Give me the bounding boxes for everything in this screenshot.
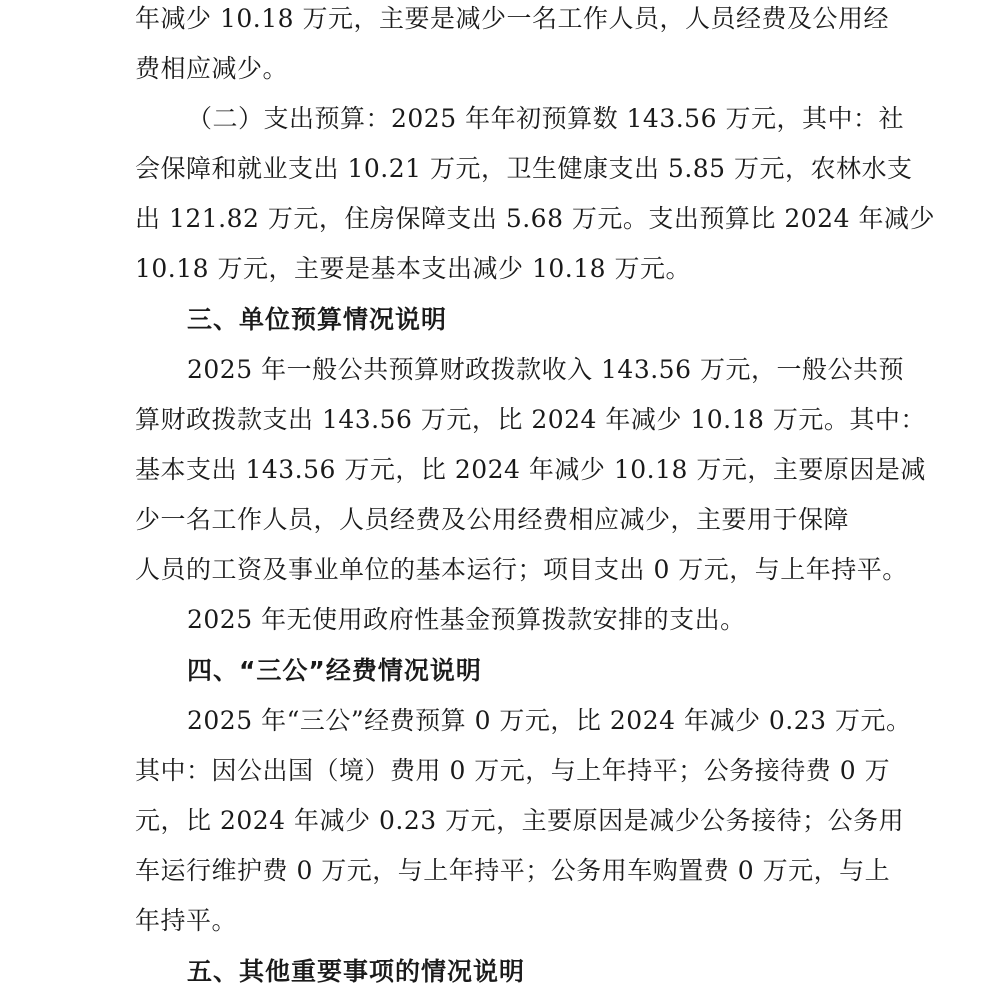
paragraph-start: 2025 年无使用政府性基金预算拨款安排的支出。 <box>187 605 746 634</box>
body-line: 费相应减少。 <box>135 54 289 83</box>
body-line: 10.18 万元，主要是基本支出减少 10.18 万元。 <box>135 254 691 283</box>
body-line: 出 121.82 万元，住房保障支出 5.68 万元。支出预算比 2024 年减少 <box>135 204 935 233</box>
section-heading-3: 三、单位预算情况说明 <box>187 305 448 334</box>
body-line: 少一名工作人员，人员经费及公用经费相应减少，主要用于保障 <box>135 505 850 534</box>
section-heading-4: 四、“三公”经费情况说明 <box>187 656 482 685</box>
subsection-paragraph-start: （二）支出预算：2025 年年初预算数 143.56 万元，其中：社 <box>187 104 904 133</box>
body-line: 车运行维护费 0 万元，与上年持平；公务用车购置费 0 万元，与上 <box>135 856 891 885</box>
body-line: 年持平。 <box>135 906 238 935</box>
body-line: 算财政拨款支出 143.56 万元，比 2024 年减少 10.18 万元。其中： <box>135 405 926 434</box>
body-line: 会保障和就业支出 10.21 万元，卫生健康支出 5.85 万元，农林水支 <box>135 154 913 183</box>
body-line: 人员的工资及事业单位的基本运行；项目支出 0 万元，与上年持平。 <box>135 555 908 584</box>
paragraph-start: 2025 年“三公”经费预算 0 万元，比 2024 年减少 0.23 万元。 <box>187 706 912 735</box>
body-line: 年减少 10.18 万元，主要是减少一名工作人员，人员经费及公用经 <box>135 4 889 33</box>
section-heading-5: 五、其他重要事项的情况说明 <box>187 957 526 986</box>
body-line: 元，比 2024 年减少 0.23 万元，主要原因是减少公务接待；公务用 <box>135 806 905 835</box>
paragraph-start: 2025 年一般公共预算财政拨款收入 143.56 万元，一般公共预 <box>187 355 904 384</box>
body-line: 其中：因公出国（境）费用 0 万元，与上年持平；公务接待费 0 万 <box>135 756 891 785</box>
body-line: 基本支出 143.56 万元，比 2024 年减少 10.18 万元，主要原因是减 <box>135 455 926 484</box>
